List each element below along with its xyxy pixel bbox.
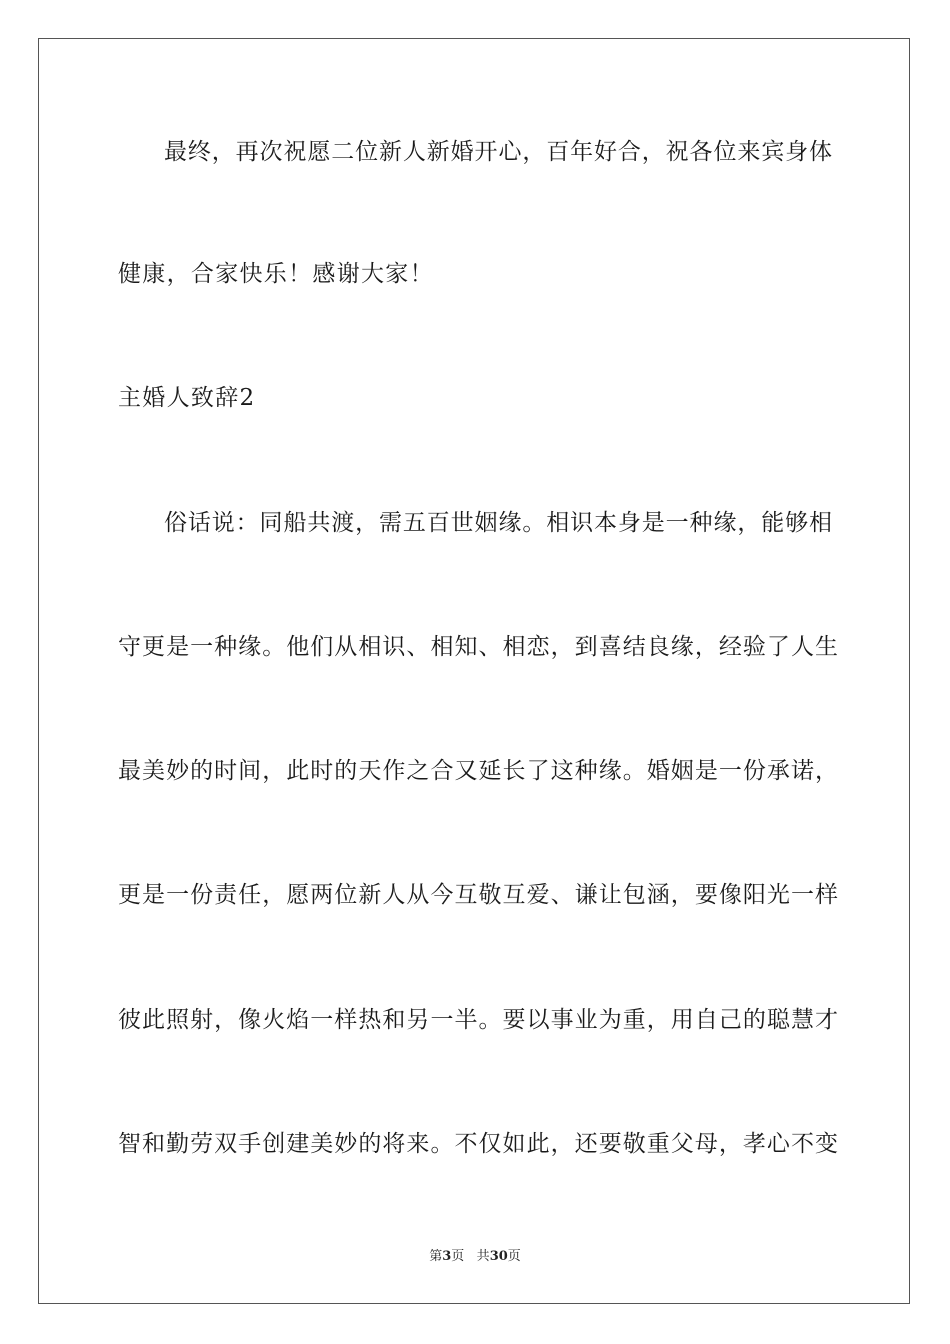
footer-total-suffix: 页 [507, 1249, 521, 1264]
paragraph-line: 守更是一种缘。他们从相识、相知、相恋，到喜结良缘，经验了人生 [118, 634, 838, 660]
page-border [38, 38, 910, 1304]
section-heading: 主婚人致辞2 [118, 385, 256, 411]
footer-page-prefix: 第 [429, 1249, 443, 1264]
paragraph-line: 最终，再次祝愿二位新人新婚开心，百年好合，祝各位来宾身体 [164, 139, 832, 165]
paragraph-line: 更是一份责任，愿两位新人从今互敬互爱、谦让包涵，要像阳光一样 [118, 882, 838, 908]
paragraph-line: 健康，合家快乐！感谢大家！ [118, 261, 434, 287]
footer-total-pages: 30 [489, 1249, 508, 1264]
footer-total-prefix: 共 [476, 1249, 490, 1264]
footer-page-suffix: 页 [451, 1249, 465, 1264]
footer-page-number: 3 [442, 1249, 452, 1264]
paragraph-line: 智和勤劳双手创建美妙的将来。不仅如此，还要敬重父母，孝心不变 [118, 1131, 838, 1157]
page-footer [0, 1248, 950, 1266]
paragraph-line: 彼此照射，像火焰一样热和另一半。要以事业为重，用自己的聪慧才 [118, 1007, 838, 1033]
paragraph-line: 俗话说：同船共渡，需五百世姻缘。相识本身是一种缘，能够相 [164, 510, 832, 536]
paragraph-line: 最美妙的时间，此时的天作之合又延长了这种缘。婚姻是一份承诺， [118, 758, 838, 784]
